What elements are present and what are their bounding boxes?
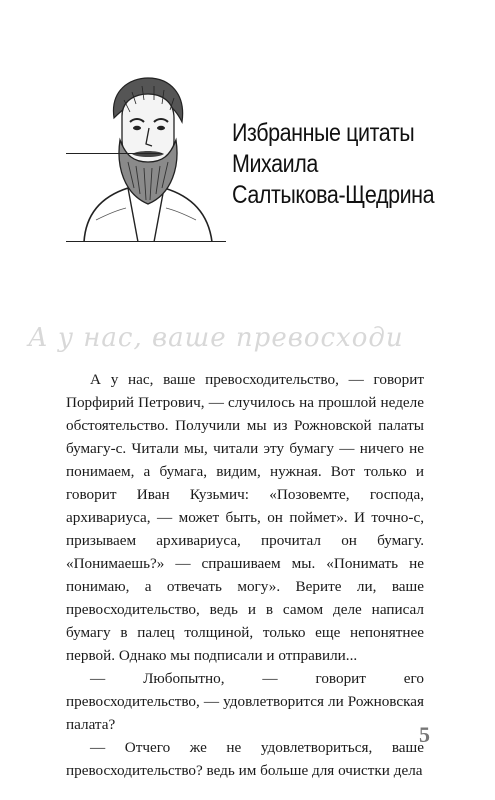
decorative-script-heading: А у нас, ваше превосходи (28, 323, 404, 353)
title-line-2: Михаила (232, 150, 318, 178)
title-line-1: Избранные цитаты (232, 119, 415, 147)
author-portrait (66, 70, 226, 242)
quote-body (66, 368, 424, 782)
title-line-3: Салтыкова-Щедрина (232, 181, 435, 209)
paragraph-3: — Отчего же не удовлетвориться, ваше превосходительство? ведь им больше для очистки дела (66, 739, 424, 779)
paragraph-1: А у нас, ваше превосходительство, — говорит Порфирий Петрович, — случилось на прошлой неделе обстоятельство. Получили мы из Рожновской палаты бумагу-с. Читали мы, читали эту бумагу — ничего не понимаем, а бумага, видим, нужная. Вот только и говорит Иван Кузьмич: «Позовемте, господа, архивариуса, — может быть, он поймет». И точно-с, призываем архивариуса, прочитал он бумагу. «Понимаешь?» — спрашиваем мы. «Понимать не понимаю, а отвечать могу». Верите ли, ваше превосходительство, ведь и в самом деле написал бумагу в палец толщиной, только еще непонятнее первой. Однако мы подписали и отправили... (66, 371, 424, 664)
paragraph-2: — Любопытно, — говорит его превосходительство, — удовлетворится ли Рожновская палата? (66, 670, 424, 733)
portrait-short-rule (66, 153, 162, 154)
page-title (232, 118, 434, 211)
portrait-bottom-rule (66, 241, 226, 242)
page-number: 5 (419, 722, 430, 747)
